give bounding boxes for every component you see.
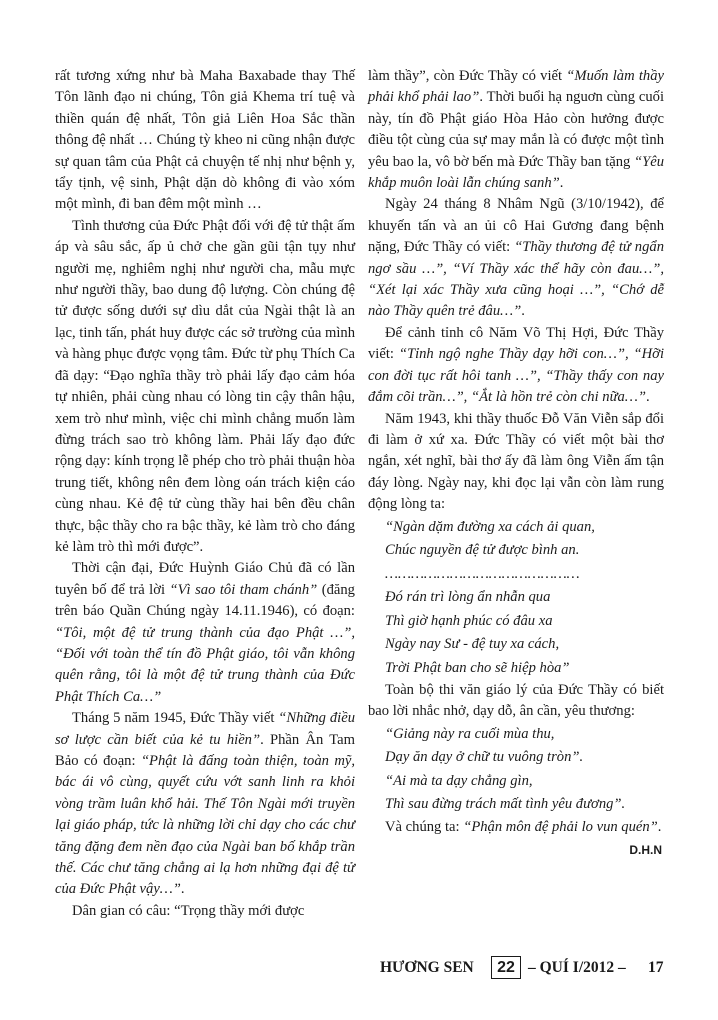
text-run: Thời cận đại, Đức Huỳnh Giáo Chủ đã có lần tuyên bố để trả lời [55, 560, 355, 598]
paragraph: Tình thương của Đức Phật đối với đệ tử thật ấm áp và sâu sắc, ấp ủ chở che gần gũi tận tụy như người mẹ, nghiêm nghị như người cha, mẫu mực như người thầy, bao dung độ lượng. Còn chúng đệ tử được sống dưới sự dìu dắt của Ngài thật là an lạc, tinh tấn, phát huy được các sở trường của mình và hàng phục được vọng tâm. Đức từ phụ Thích Ca đã dạy: “Đạo nghĩa thầy trò phải lấy đạo cảm hóa tự nhiên, phải cùng nhau có lòng tin cậy thân hậu, xem trò như mình, việc chi mình chẳng muốn làm đừng trách sao trò không làm. Phải lấy đạo đức rộng dạy: kính trọng lễ phép cho trò phải thuận hòa trung tiết, không nên đem lòng oán trách kiện cáo cùng nhau. Kẻ đệ tử cùng thầy hai bên đều chân thực, bậc thầy cho ra bậc thầy, kẻ làm trò cho đáng kẻ làm trò thì mới được”. [55, 217, 355, 555]
quotation: “Phật là đấng toàn thiện, toàn mỹ, bác ái vô cùng, quyết cứu vớt sanh linh ra khỏi vòng trầm luân khổ hải. Thế Tôn Ngài mới truyền lại giáo pháp, tức là những lời chỉ dạy cho các chư tăng đặng đem nền đạo của Ngài ban bố khắp trần thế. Các chư tăng chẳng ai lạ hơn những đại đệ tử của Đức Phật vậy…” [55, 753, 355, 898]
poem-line-text: Thì giờ hạnh phúc có đâu xa [385, 612, 553, 629]
text-run: . Thời buổi hạ nguơn cùng cuối này, tín đồ Phật giáo Hòa Hảo còn hưởng được điều tột cùng của sự may mắn là có được một tình yêu bao la, vô bờ bến mà Đức Thầy ban tặng [368, 89, 664, 170]
quotation: “Muốn làm thầy phải khổ phải lao” [368, 68, 664, 106]
poem-line [368, 723, 664, 747]
poem-line [368, 770, 664, 794]
left-column [55, 66, 355, 922]
poem-line [368, 516, 664, 540]
poem-line [368, 586, 664, 610]
quotation: “Yêu khắp muôn loài lẫn chúng sanh” [368, 153, 664, 192]
poem-line-text: Thì sau đừng trách mất tình yêu đương”. [385, 796, 626, 813]
poem-line [368, 793, 664, 817]
text-run: . [559, 175, 564, 192]
quotation: “Tỉnh ngộ nghe Thầy dạy hỡi con…”, “Hỡi con đời tục rất hôi tanh …”, “Thầy thấy con nay đắm cõi trần…”, “Ắt là hồn trẻ còn chi nữa…” [368, 346, 664, 406]
right-column [368, 66, 664, 862]
poem-line-text: Ngày nay Sư - đệ tuy xa cách, [385, 636, 560, 653]
poem-line [368, 657, 664, 681]
quoted-title: “Vì sao tôi tham chánh” [169, 581, 318, 598]
poem-line [368, 539, 664, 563]
issue-label: – QUÍ I/2012 – [528, 959, 626, 976]
poem-line [368, 633, 664, 657]
text-run: Tháng 5 năm 1945, Đức Thầy viết [72, 710, 279, 727]
poem-ellipsis [368, 563, 664, 587]
text-run: . Phần Ân Tam Bảo có đoạn: [55, 731, 356, 769]
paragraph [368, 323, 664, 409]
poem-line-text: Trời Phật ban cho sẽ hiệp hòa” [385, 659, 570, 676]
paragraph: rất tương xứng như bà Maha Baxabade thay Thế Tôn lãnh đạo ni chúng, Tôn giả Khema trí tuệ và thiền quán đệ nhất, Tôn giả Liên Hoa Sắc thần thông đệ nhất … Chúng tỳ kheo ni cũng nhận được sự quan tâm của Phật cả chuyện tế nhị như bệnh y, tẩy tịnh, vệ sinh, Phật dặn dò không đi vào xóm một mình, đi ban đêm một mình … [55, 68, 355, 213]
text-run: làm thầy”, còn Đức Thầy có viết [368, 68, 567, 84]
issue-number-box: 22 [491, 956, 521, 979]
paragraph: Năm 1943, khi thầy thuốc Đỗ Văn Viễn sắp đổi đi làm ở xứ xa. Đức Thầy có viết một bài thơ ngắn, xét nghĩ, bài thơ ấy đã làm ông Viễn ấm tận đáy lòng. Ngày nay, khi đọc lại vẫn còn làm rung động lòng ta: [368, 410, 664, 513]
author-signature: D.H.N [629, 843, 662, 858]
page-number: 17 [648, 959, 664, 976]
text-run: . [180, 881, 185, 898]
paragraph: Toàn bộ thi văn giáo lý của Đức Thầy có biết bao lời nhắc nhở, dạy dỗ, ân cần, yêu thương: [368, 682, 664, 720]
text-run: Để cảnh tỉnh cô Năm Võ Thị Hợi, Đức Thầy viết: [368, 324, 664, 363]
paragraph [55, 708, 355, 901]
magazine-title: HƯƠNG SEN [380, 959, 474, 976]
quoted-title: “Những điều sơ lược cần biết của kẻ tu hiền” [55, 710, 355, 748]
quotation: “Thầy thương đệ tử ngẩn ngơ sầu …”, “Ví Thầy xác thể hãy còn đau…”, “Xét lại xác Thầy xưa cũng hoại …”, “Chớ dễ nào Thầy quên trẻ đâu…” [368, 239, 664, 320]
page-footer [380, 953, 670, 983]
text-run: . [645, 389, 650, 406]
poem-line-text: Chúc nguyền đệ tử được bình an. [385, 542, 580, 559]
paragraph [368, 817, 664, 838]
quotation: “Phận môn đệ phải lo vun quén” [463, 818, 658, 835]
paragraph [55, 558, 355, 708]
text-run: . [657, 818, 662, 835]
poem-line-text: Đó rán trì lòng ẩn nhẫn qua [385, 589, 551, 606]
quotation: “Tôi, một đệ tử trung thành của đạo Phật …”, “Đối với toàn thể tín đồ Phật giáo, tôi vẫn không quên rằng, tôi là một đệ tử trung thành của Đức Phật Thích Ca…” [55, 624, 355, 705]
paragraph: Dân gian có câu: “Trọng thầy mới được [72, 902, 305, 919]
text-run: Ngày 24 tháng 8 Nhâm Ngũ (3/10/1942), để khuyến tấn và an ủi cô Hai Gương đang bệnh nặng, Đức Thầy có viết: [368, 196, 664, 256]
paragraph [368, 66, 664, 194]
text-run: (đăng trên báo Quần Chúng ngày 14.11.1946), có đoạn: [55, 581, 355, 620]
poem-line-text: “Giảng này ra cuối mùa thu, [385, 725, 555, 742]
paragraph [368, 194, 664, 322]
text-run: . [521, 303, 525, 320]
poem-line [368, 610, 664, 634]
poem-line [368, 746, 664, 770]
poem-line-text: “Ai mà ta dạy chẳng gìn, [385, 772, 533, 789]
text-run: Và chúng ta: [385, 818, 464, 835]
poem-line-text: “Ngàn dặm đường xa cách ải quan, [385, 518, 595, 535]
poem-line-text: ……………………………………… [385, 565, 580, 582]
poem-line-text: Dạy ăn dạy ở chữ tu vuông tròn”. [385, 749, 584, 766]
